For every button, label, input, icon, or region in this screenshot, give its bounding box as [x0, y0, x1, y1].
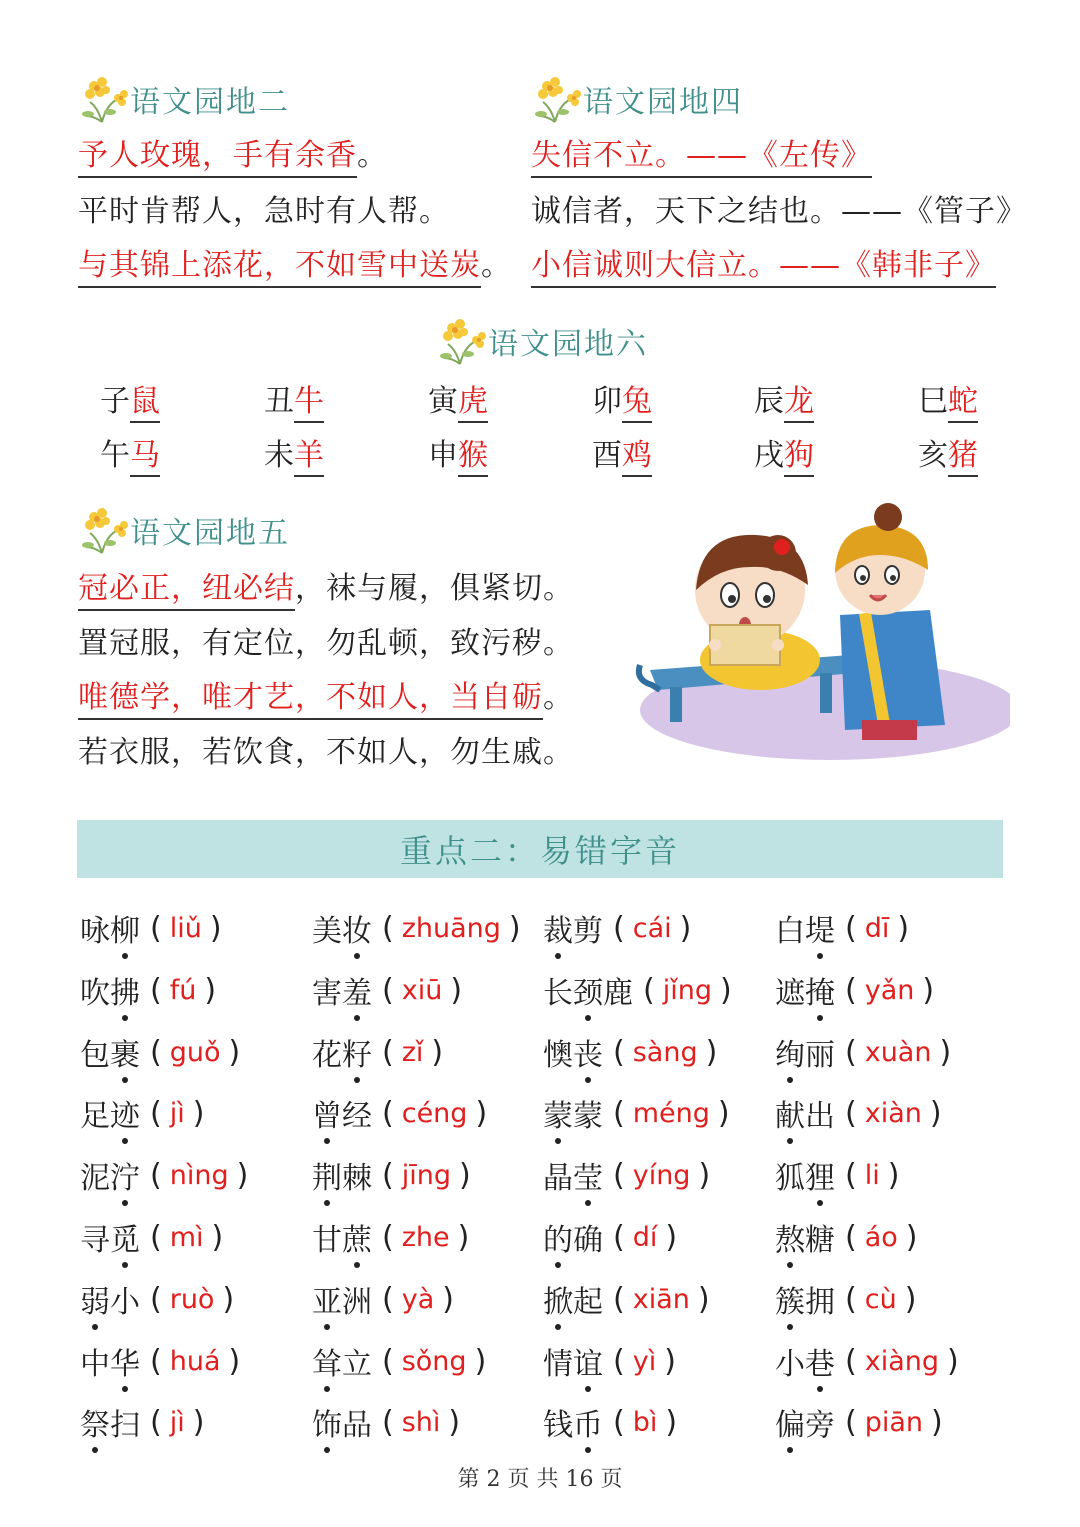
- close-paren: ): [931, 1404, 943, 1440]
- quote-text: 若衣服，若饮食，不如人，勿生戚。: [78, 735, 574, 770]
- word-item: [312, 968, 462, 1012]
- earthly-branch: 申: [428, 438, 458, 473]
- open-paren: (: [382, 1281, 394, 1317]
- close-paren: ): [204, 972, 217, 1008]
- quote-tail: 。: [357, 138, 388, 173]
- pinyin: yì: [632, 1345, 657, 1377]
- close-paren: ): [897, 910, 910, 946]
- garden5-line-1: [78, 563, 574, 607]
- pinyin: huá: [169, 1345, 221, 1377]
- word-item: [312, 1153, 471, 1197]
- word-item: [775, 1339, 959, 1383]
- word-item: [775, 1215, 918, 1259]
- word-text: 花籽: [312, 1030, 372, 1074]
- earthly-branch: 辰: [754, 384, 784, 419]
- word-item: [80, 906, 222, 950]
- pinyin: fú: [169, 974, 197, 1006]
- word-text: 咏柳: [80, 906, 140, 950]
- word-text: 寻觅: [80, 1215, 140, 1259]
- pinyin: cái: [632, 912, 672, 944]
- word-item: [543, 1277, 710, 1321]
- open-paren: (: [613, 1281, 625, 1317]
- open-paren: (: [382, 910, 394, 946]
- open-paren: (: [382, 1095, 394, 1131]
- open-paren: (: [150, 1095, 162, 1131]
- pinyin: sàng: [632, 1036, 698, 1068]
- garden2-line-3: [78, 240, 512, 284]
- flower-icon: [80, 72, 134, 126]
- zodiac-animal: 鼠: [130, 384, 160, 423]
- open-paren: (: [613, 910, 625, 946]
- word-item: [312, 906, 521, 950]
- word-item: [80, 1400, 204, 1444]
- word-item: [775, 1091, 942, 1135]
- zodiac-item: [264, 376, 324, 420]
- word-item: [775, 1400, 943, 1444]
- word-text: 遮掩: [775, 968, 835, 1012]
- close-paren: ): [905, 1219, 918, 1255]
- earthly-branch: 巳: [918, 384, 948, 419]
- open-paren: (: [845, 1343, 857, 1379]
- garden5-line-3: [78, 672, 574, 716]
- word-item: [312, 1277, 454, 1321]
- garden4-line-2: [531, 186, 1027, 230]
- open-paren: (: [382, 1157, 394, 1193]
- close-paren: ): [192, 1404, 205, 1440]
- word-item: [543, 1339, 676, 1383]
- quote-text: 与其锦上添花，不如雪中送炭: [78, 248, 481, 288]
- garden5-line-2: [78, 618, 574, 662]
- word-text: 亚洲: [312, 1277, 372, 1321]
- children-reading-illustration: [630, 495, 1010, 775]
- quote-text: 冠必正，纽必结: [78, 571, 295, 611]
- word-item: [543, 906, 691, 950]
- word-text: 的确: [543, 1215, 603, 1259]
- word-item: [543, 1091, 730, 1135]
- word-item: [80, 1339, 240, 1383]
- open-paren: (: [613, 1095, 625, 1131]
- pinyin: jǐng: [662, 974, 712, 1006]
- zodiac-item: [100, 430, 160, 474]
- close-paren: ): [698, 1157, 711, 1193]
- pinyin: sǒng: [401, 1345, 467, 1377]
- open-paren: (: [613, 1034, 625, 1070]
- open-paren: (: [845, 1034, 857, 1070]
- word-text: 熬糖: [775, 1215, 835, 1259]
- garden2-title: 语文园地二: [130, 85, 290, 120]
- word-item: [312, 1339, 486, 1383]
- word-text: 饰品: [312, 1400, 372, 1444]
- flower-icon: [80, 503, 134, 557]
- close-paren: ): [665, 1404, 678, 1440]
- pinyin: zǐ: [401, 1036, 424, 1068]
- zodiac-animal: 羊: [294, 438, 324, 477]
- pinyin: nìng: [169, 1159, 229, 1191]
- word-text: 绚丽: [775, 1030, 835, 1074]
- pinyin: zhe: [401, 1221, 450, 1253]
- open-paren: (: [613, 1404, 625, 1440]
- garden5-title: 语文园地五: [130, 516, 290, 551]
- pinyin: jīng: [401, 1159, 451, 1191]
- word-item: [80, 968, 216, 1012]
- pinyin: xiàn: [864, 1097, 922, 1129]
- close-paren: ): [717, 1095, 730, 1131]
- pinyin: áo: [864, 1221, 898, 1253]
- pinyin: dí: [632, 1221, 658, 1253]
- earthly-branch: 未: [264, 438, 294, 473]
- close-paren: ): [475, 1095, 488, 1131]
- word-item: [775, 1153, 899, 1197]
- earthly-branch: 戌: [754, 438, 784, 473]
- garden5-line-4: [78, 727, 574, 771]
- pinyin: xiū: [401, 974, 443, 1006]
- close-paren: ): [947, 1343, 959, 1379]
- close-paren: ): [508, 910, 521, 946]
- quote-text: 唯德学，唯才艺，不如人，当自砺: [78, 680, 543, 720]
- open-paren: (: [150, 1034, 162, 1070]
- banner-title: 重点二：易错字音: [399, 832, 680, 870]
- word-item: [80, 1215, 223, 1259]
- zodiac-item: [918, 376, 978, 420]
- section-title-garden4: [533, 72, 743, 126]
- close-paren: ): [705, 1034, 718, 1070]
- quote-tail: ，袜与履，俱紧切。: [295, 571, 574, 606]
- word-item: [80, 1153, 248, 1197]
- open-paren: (: [150, 1219, 162, 1255]
- quote-tail: 。: [543, 680, 574, 715]
- word-text: 曾经: [312, 1091, 372, 1135]
- section-title-garden6: [438, 314, 648, 368]
- close-paren: ): [228, 1034, 241, 1070]
- zodiac-animal: 兔: [622, 384, 652, 423]
- open-paren: (: [845, 1157, 857, 1193]
- section-title-garden2: [80, 72, 290, 126]
- pinyin: li: [864, 1159, 880, 1191]
- quote-tail: 。: [481, 248, 512, 283]
- section-title-garden5: [80, 503, 290, 557]
- word-text: 包裹: [80, 1030, 140, 1074]
- open-paren: (: [845, 972, 857, 1008]
- zodiac-item: [754, 376, 814, 420]
- section-banner: [77, 820, 1003, 878]
- word-item: [312, 1215, 469, 1259]
- word-text: 中华: [80, 1339, 140, 1383]
- close-paren: ): [887, 1157, 900, 1193]
- close-paren: ): [922, 972, 935, 1008]
- garden4-line-3: [531, 240, 996, 284]
- earthly-branch: 卯: [592, 384, 622, 419]
- word-item: [775, 968, 934, 1012]
- pinyin: guǒ: [169, 1036, 221, 1068]
- quote-text: 予人玫瑰，手有余香: [78, 138, 357, 178]
- pinyin: yíng: [632, 1159, 691, 1191]
- close-paren: ): [929, 1095, 942, 1131]
- word-item: [775, 1277, 916, 1321]
- quote-text: 小信诚则大信立。——《韩非子》: [531, 248, 996, 288]
- open-paren: (: [382, 1404, 394, 1440]
- word-item: [312, 1400, 460, 1444]
- zodiac-animal: 猪: [948, 438, 978, 477]
- word-text: 足迹: [80, 1091, 140, 1135]
- pinyin: xiān: [632, 1283, 690, 1315]
- pinyin: xuàn: [864, 1036, 932, 1068]
- word-item: [80, 1277, 234, 1321]
- pinyin: ruò: [169, 1283, 215, 1315]
- close-paren: ): [665, 1219, 678, 1255]
- zodiac-animal: 马: [130, 438, 160, 477]
- close-paren: ): [442, 1281, 454, 1317]
- pinyin: xiàng: [864, 1345, 939, 1377]
- pinyin: jì: [169, 1097, 185, 1129]
- close-paren: ): [192, 1095, 205, 1131]
- page-footer: 第 2 页 共 16 页: [457, 1467, 623, 1492]
- zodiac-item: [918, 430, 978, 474]
- word-item: [543, 1400, 677, 1444]
- garden2-line-1: [78, 130, 388, 174]
- zodiac-item: [428, 430, 488, 474]
- close-paren: ): [228, 1343, 241, 1379]
- word-item: [543, 1215, 677, 1259]
- open-paren: (: [150, 1404, 162, 1440]
- close-paren: ): [209, 910, 222, 946]
- earthly-branch: 子: [100, 384, 130, 419]
- close-paren: ): [679, 910, 692, 946]
- zodiac-item: [754, 430, 814, 474]
- pinyin: jì: [169, 1406, 185, 1438]
- close-paren: ): [719, 972, 732, 1008]
- word-text: 掀起: [543, 1277, 603, 1321]
- pinyin: shì: [401, 1406, 441, 1438]
- garden2-line-2: [78, 186, 450, 230]
- word-text: 情谊: [543, 1339, 603, 1383]
- word-text: 美妆: [312, 906, 372, 950]
- close-paren: ): [697, 1281, 710, 1317]
- close-paren: ): [450, 972, 463, 1008]
- earthly-branch: 酉: [592, 438, 622, 473]
- open-paren: (: [613, 1157, 625, 1193]
- word-text: 懊丧: [543, 1030, 603, 1074]
- word-text: 蒙蒙: [543, 1091, 603, 1135]
- word-text: 祭扫: [80, 1400, 140, 1444]
- word-text: 害羞: [312, 968, 372, 1012]
- open-paren: (: [150, 972, 162, 1008]
- zodiac-item: [264, 430, 324, 474]
- open-paren: (: [150, 1343, 162, 1379]
- word-text: 献出: [775, 1091, 835, 1135]
- zodiac-animal: 虎: [458, 384, 488, 423]
- pinyin: céng: [401, 1097, 468, 1129]
- pinyin: cù: [864, 1283, 897, 1315]
- flower-icon: [438, 314, 492, 368]
- word-text: 长颈鹿: [543, 968, 633, 1012]
- close-paren: ): [211, 1219, 224, 1255]
- open-paren: (: [382, 1219, 394, 1255]
- zodiac-item: [592, 430, 652, 474]
- close-paren: ): [458, 1157, 471, 1193]
- zodiac-animal: 牛: [294, 384, 324, 423]
- word-item: [543, 968, 732, 1012]
- close-paren: ): [431, 1034, 444, 1070]
- word-text: 甘蔗: [312, 1215, 372, 1259]
- garden4-line-1: [531, 130, 872, 174]
- close-paren: ): [236, 1157, 249, 1193]
- zodiac-item: [100, 376, 160, 420]
- open-paren: (: [150, 1281, 162, 1317]
- zodiac-animal: 狗: [784, 438, 814, 477]
- close-paren: ): [222, 1281, 235, 1317]
- word-item: [543, 1153, 710, 1197]
- pinyin: bì: [632, 1406, 658, 1438]
- zodiac-item: [592, 376, 652, 420]
- zodiac-animal: 蛇: [948, 384, 978, 423]
- close-paren: ): [474, 1343, 487, 1379]
- word-text: 簇拥: [775, 1277, 835, 1321]
- open-paren: (: [845, 1095, 857, 1131]
- word-item: [80, 1030, 240, 1074]
- word-text: 钱币: [543, 1400, 603, 1444]
- open-paren: (: [150, 1157, 162, 1193]
- word-text: 弱小: [80, 1277, 140, 1321]
- flower-icon: [533, 72, 587, 126]
- pinyin: zhuāng: [401, 912, 501, 944]
- quote-text: 失信不立。——《左传》: [531, 138, 872, 178]
- word-text: 耸立: [312, 1339, 372, 1383]
- word-item: [543, 1030, 717, 1074]
- word-item: [312, 1030, 443, 1074]
- pinyin: yǎn: [864, 974, 915, 1006]
- word-text: 狐狸: [775, 1153, 835, 1197]
- close-paren: ): [448, 1404, 461, 1440]
- word-text: 裁剪: [543, 906, 603, 950]
- open-paren: (: [845, 1281, 857, 1317]
- garden6-title: 语文园地六: [488, 327, 648, 362]
- word-item: [775, 1030, 951, 1074]
- close-paren: ): [939, 1034, 952, 1070]
- open-paren: (: [382, 972, 394, 1008]
- open-paren: (: [845, 910, 857, 946]
- close-paren: ): [457, 1219, 470, 1255]
- earthly-branch: 亥: [918, 438, 948, 473]
- word-text: 吹拂: [80, 968, 140, 1012]
- open-paren: (: [845, 1404, 857, 1440]
- quote-text: 平时肯帮人，急时有人帮。: [78, 194, 450, 229]
- quote-text: 诚信者，天下之结也。——《管子》: [531, 194, 1027, 229]
- pinyin: méng: [632, 1097, 710, 1129]
- open-paren: (: [382, 1034, 394, 1070]
- zodiac-animal: 鸡: [622, 438, 652, 477]
- word-text: 小巷: [775, 1339, 835, 1383]
- pinyin: liǔ: [169, 912, 202, 944]
- garden4-title: 语文园地四: [583, 85, 743, 120]
- word-text: 白堤: [775, 906, 835, 950]
- zodiac-animal: 龙: [784, 384, 814, 423]
- open-paren: (: [845, 1219, 857, 1255]
- word-text: 偏旁: [775, 1400, 835, 1444]
- word-text: 泥泞: [80, 1153, 140, 1197]
- pinyin: piān: [864, 1406, 924, 1438]
- zodiac-animal: 猴: [458, 438, 488, 477]
- word-text: 晶莹: [543, 1153, 603, 1197]
- earthly-branch: 午: [100, 438, 130, 473]
- open-paren: (: [613, 1219, 625, 1255]
- open-paren: (: [382, 1343, 394, 1379]
- word-item: [80, 1091, 204, 1135]
- pinyin: mì: [169, 1221, 204, 1253]
- earthly-branch: 丑: [264, 384, 294, 419]
- word-item: [775, 906, 909, 950]
- open-paren: (: [643, 972, 655, 1008]
- quote-text: 置冠服，有定位，勿乱顿，致污秽。: [78, 626, 574, 661]
- open-paren: (: [150, 910, 162, 946]
- word-text: 荆棘: [312, 1153, 372, 1197]
- word-item: [312, 1091, 487, 1135]
- earthly-branch: 寅: [428, 384, 458, 419]
- open-paren: (: [613, 1343, 625, 1379]
- close-paren: ): [904, 1281, 917, 1317]
- zodiac-item: [428, 376, 488, 420]
- pinyin: dī: [864, 912, 890, 944]
- pinyin: yà: [401, 1283, 435, 1315]
- close-paren: ): [664, 1343, 676, 1379]
